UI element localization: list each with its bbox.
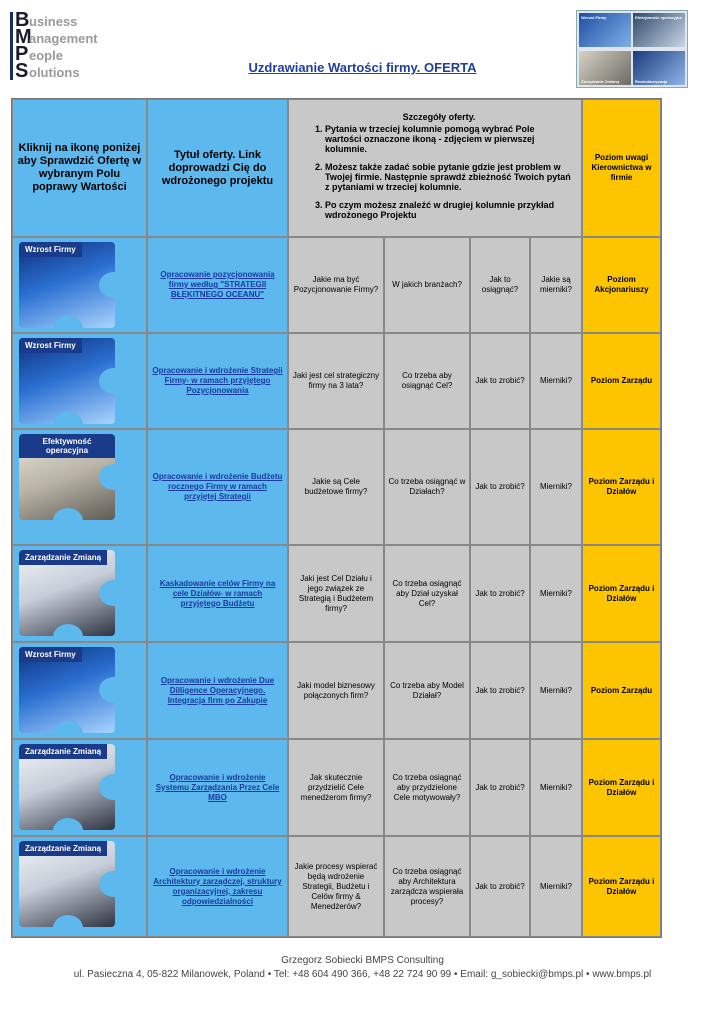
tile-label: Wzrost Firmy xyxy=(19,647,82,662)
puzzle-notch xyxy=(99,580,115,606)
logo-initial: B xyxy=(15,9,30,31)
question-metrics: Mierniki? xyxy=(530,739,582,836)
offer-table xyxy=(11,98,662,938)
question-need: Co trzeba aby Model Działał? xyxy=(384,642,470,739)
question-goal: Jakie ma być Pozycjonowanie Firmy? xyxy=(288,237,384,333)
question-goal: Jaki jest cel strategiczny firmy na 3 lata? xyxy=(288,333,384,429)
puzzle-notch xyxy=(99,272,115,298)
question-how: Jak to zrobić? xyxy=(470,333,530,429)
question-need: Co trzeba osiągnąć aby Architektura zarządcza wspierała procesy? xyxy=(384,836,470,937)
attention-level: Poziom Zarządu xyxy=(582,642,661,739)
logo-word: usiness xyxy=(29,14,78,29)
question-goal: Jakie są Cele budżetowe firmy? xyxy=(288,429,384,545)
tile-label: Zarządzanie Zmianą xyxy=(19,841,107,856)
question-how: Jak to zrobić? xyxy=(470,642,530,739)
tile-label: Efektywność operacyjna xyxy=(19,434,115,458)
puzzle-notch xyxy=(53,316,83,328)
offer-link[interactable]: Kaskadowanie celów Firmy na cele Działów- w ramach przyjętego Budżetu xyxy=(147,545,288,642)
tile-label: Wzrost Firmy xyxy=(19,242,82,257)
attention-level: Poziom Zarządu i Działów xyxy=(582,836,661,937)
puzzle-notch xyxy=(99,677,115,703)
footer-company: Grzegorz Sobiecki BMPS Consulting xyxy=(281,955,444,966)
header-attention-level: Poziom uwagi Kierownictwa w firmie xyxy=(582,99,661,237)
question-goal: Jak skutecznie przydzielić Cele menedżerom firmy? xyxy=(288,739,384,836)
footer-contact: ul. Pasieczna 4, 05-822 Milanowek, Poland • Tel: +48 604 490 366, +48 22 724 90 99 • Email: g_sobiecki@bmps.pl • www.bmps.pl xyxy=(73,969,652,980)
puzzle-tile-icon[interactable] xyxy=(19,434,115,520)
question-metrics: Mierniki? xyxy=(530,642,582,739)
offer-tile-cell[interactable] xyxy=(12,739,147,836)
collage-label: Zarządzanie Zmianą xyxy=(581,79,620,84)
logo-word: olutions xyxy=(29,65,80,80)
question-need: Co trzeba osiągnąć aby przydzielone Cele motywowały? xyxy=(384,739,470,836)
header-instruction: Kliknij na ikonę poniżej aby Sprawdzić Ofertę w wybranym Polu poprawy Wartości xyxy=(12,99,147,237)
question-metrics: Mierniki? xyxy=(530,429,582,545)
offer-link[interactable]: Opracowanie i wdrożenie Budżetu rocznego Firmy w ramach przyjętej Strategii xyxy=(147,429,288,545)
puzzle-notch xyxy=(53,412,83,424)
puzzle-notch xyxy=(99,774,115,800)
tile-label: Wzrost Firmy xyxy=(19,338,82,353)
tile-label: Zarządzanie Zmianą xyxy=(19,744,107,759)
header-collage-image xyxy=(576,10,688,88)
puzzle-tile-icon[interactable] xyxy=(19,550,115,636)
puzzle-notch xyxy=(53,915,83,927)
question-metrics: Jakie są mierniki? xyxy=(530,237,582,333)
logo-initial: P xyxy=(15,43,29,65)
puzzle-tile-icon[interactable] xyxy=(19,841,115,927)
offer-tile-cell[interactable] xyxy=(12,237,147,333)
puzzle-notch xyxy=(99,368,115,394)
question-how: Jak to zrobić? xyxy=(470,429,530,545)
question-goal: Jaki model biznesowy połączonych firm? xyxy=(288,642,384,739)
details-title: Szczegóły oferty. xyxy=(402,112,476,122)
puzzle-notch xyxy=(99,464,115,490)
offer-link[interactable]: Opracowanie i wdrożenie Architektury zarządczej, struktury organizacyjnej, zakresu odpowiedzialności xyxy=(147,836,288,937)
logo-initial: M xyxy=(15,26,32,48)
offer-link[interactable]: Opracowanie pozycjonowania firmy według "STRATEGII BŁĘKITNEGO OCEANU" xyxy=(147,237,288,333)
collage-label: Efektywność operacyjna xyxy=(635,15,682,20)
puzzle-notch xyxy=(99,871,115,897)
puzzle-tile-icon[interactable] xyxy=(19,338,115,424)
attention-level: Poziom Akcjonariuszy xyxy=(582,237,661,333)
attention-level: Poziom Zarządu xyxy=(582,333,661,429)
question-metrics: Mierniki? xyxy=(530,545,582,642)
puzzle-notch xyxy=(53,624,83,636)
attention-level: Poziom Zarządu i Działów xyxy=(582,545,661,642)
logo-word: anagement xyxy=(29,31,98,46)
collage-label: Wzrost Firmy xyxy=(581,15,607,20)
question-metrics: Mierniki? xyxy=(530,836,582,937)
offer-link[interactable]: Opracowanie i wdrożenie Strategii Firmy- w ramach przyjętego Pozycjonowania xyxy=(147,333,288,429)
puzzle-notch xyxy=(53,508,83,520)
details-list xyxy=(305,124,573,220)
question-need: W jakich branżach? xyxy=(384,237,470,333)
question-goal: Jaki jest Cel Działu i jego związek ze Strategią i Budżetem firmy? xyxy=(288,545,384,642)
attention-level: Poziom Zarządu i Działów xyxy=(582,429,661,545)
puzzle-tile-icon[interactable] xyxy=(19,242,115,328)
question-how: Jak to zrobić? xyxy=(470,836,530,937)
offer-tile-cell[interactable] xyxy=(12,545,147,642)
question-need: Co trzeba aby osiągnąć Cel? xyxy=(384,333,470,429)
logo-word: eople xyxy=(29,48,63,63)
question-need: Co trzeba osiągnąć aby Dział uzyskał Cel? xyxy=(384,545,470,642)
puzzle-tile-icon[interactable] xyxy=(19,647,115,733)
puzzle-tile-icon[interactable] xyxy=(19,744,115,830)
logo-initial: S xyxy=(15,60,29,82)
offer-link[interactable]: Opracowanie i wdrożenie Systemu Zarządzania Przez Cele MBO xyxy=(147,739,288,836)
question-how: Jak to osiągnąć? xyxy=(470,237,530,333)
puzzle-notch xyxy=(53,721,83,733)
offer-tile-cell[interactable] xyxy=(12,333,147,429)
page-title: Uzdrawianie Wartości firmy. OFERTA xyxy=(248,60,477,75)
offer-link[interactable]: Opracowanie i wdrożenie Due Dilligence Operacyjnego. Integracja firm po Zakupie xyxy=(147,642,288,739)
puzzle-notch xyxy=(53,818,83,830)
details-item: 1. Pytania w trzeciej kolumnie pomogą wybrać Pole wartości oznaczone ikoną - zdjęciem w pierwszej kolumnie. xyxy=(325,124,573,154)
question-how: Jak to zrobić? xyxy=(470,739,530,836)
tile-label: Zarządzanie Zmianą xyxy=(19,550,107,565)
offer-tile-cell[interactable] xyxy=(12,642,147,739)
offer-tile-cell[interactable] xyxy=(12,429,147,545)
question-metrics: Mierniki? xyxy=(530,333,582,429)
details-item: 3. Po czym możesz znaleźć w drugiej kolumnie przykład wdrożonego Projektu xyxy=(325,200,573,220)
attention-level: Poziom Zarządu i Działów xyxy=(582,739,661,836)
offer-tile-cell[interactable] xyxy=(12,836,147,937)
question-how: Jak to zrobić? xyxy=(470,545,530,642)
header-offer-details xyxy=(288,99,582,237)
question-goal: Jakie procesy wspierać będą wdrożenie Strategii, Budżetu i Celów firmy & Menedżerów? xyxy=(288,836,384,937)
header-offer-title: Tytuł oferty. Link doprowadzi Cię do wdrożonego projektu xyxy=(147,99,288,237)
question-need: Co trzeba osiągnąć w Działach? xyxy=(384,429,470,545)
collage-label: Restrukturyzacja xyxy=(635,79,668,84)
details-item: 2. Możesz także zadać sobie pytanie gdzie jest problem w Twojej firmie. Następnie sprawdź zbieżność Twoich pytań z pytaniami w trzeciej kolumnie. xyxy=(325,162,573,192)
